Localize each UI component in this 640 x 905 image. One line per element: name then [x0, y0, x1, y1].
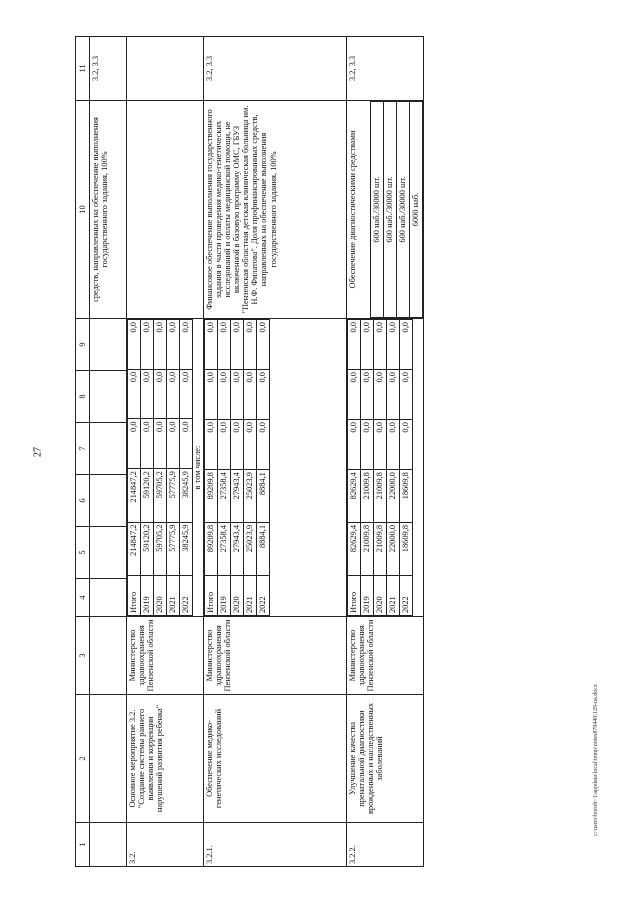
column-number: 6: [76, 475, 90, 527]
value-cell: 0,0: [257, 420, 270, 470]
year-cell: 2022: [257, 575, 270, 615]
row-name: Основное мероприятие 3.2. "Создание системы раннего выявления и коррекции нарушений развития ребенка": [127, 695, 204, 823]
year-cell: Итого: [128, 575, 141, 615]
value-cell: 0,0: [141, 419, 154, 469]
value-cell: 0,0: [205, 370, 218, 420]
row-executor: Министерство здравоохранения Пензенской области: [204, 617, 347, 695]
value-cell: 25023,9: [244, 470, 257, 523]
page-number: 27: [32, 447, 44, 457]
value-cell: 59120,2: [141, 469, 154, 522]
year-values: [347, 319, 424, 617]
year-row: [257, 320, 270, 616]
value-cell: 0,0: [141, 320, 154, 370]
table-row: [127, 37, 204, 867]
value-cell: 59120,2: [141, 522, 154, 575]
row-number: 3.2.1.: [204, 823, 347, 867]
value-cell: 0,0: [361, 420, 374, 470]
value-cell: 0,0: [128, 320, 141, 370]
file-path-footer: c:\users\borolt~1\appdata\local\temp\notes879440\129-na.docx: [593, 684, 599, 836]
value-cell: 0,0: [244, 320, 257, 370]
year-row: [387, 320, 400, 616]
column-number: 2: [76, 695, 90, 823]
value-cell: 0,0: [244, 370, 257, 420]
row-ref: 3.2, 3.3: [204, 37, 347, 101]
value-cell: 82629,4: [348, 470, 361, 523]
value-cell: 0,0: [180, 419, 193, 469]
value-cell: 0,0: [218, 420, 231, 470]
year-cell: 2020: [231, 575, 244, 615]
value-cell: 0,0: [374, 370, 387, 420]
in-that-number-label: в том числе:: [193, 445, 202, 490]
value-cell: 21009,8: [374, 470, 387, 523]
row-number: 3.2.: [127, 823, 204, 867]
column-number: 7: [76, 423, 90, 475]
continuation-row: [90, 37, 127, 867]
value-cell: 0,0: [218, 320, 231, 370]
year-values: [204, 319, 347, 617]
row-result: [347, 101, 424, 319]
row-name: Улучшение качества пренатальной диагностики врожденных и наследственных заболеваний: [347, 695, 424, 823]
year-cell: 2019: [141, 575, 154, 615]
year-cell: 2019: [218, 575, 231, 615]
document-table-sheet: [75, 37, 585, 867]
year-cell: 2021: [167, 575, 180, 615]
value-cell: 0,0: [180, 320, 193, 370]
column-number: 11: [76, 37, 90, 101]
year-row: [205, 320, 218, 616]
row-result: Финансовое обеспечение выполнения государственного задания в части проведения медико-генетических исследований и оплаты медицинской помощи, не включенной в базовую программу ОМС, ГБУЗ "Пензенская областная детская клиническая больница им. Н.Ф. Филатова". Доля профинансированных средств, направленных на обеспечение выполнения государственного задания, 100%: [204, 101, 347, 319]
year-cell: 2020: [154, 575, 167, 615]
result-list-item: 600 наб./30000 шт.: [371, 102, 384, 318]
value-cell: 0,0: [374, 320, 387, 370]
value-cell: 22000,0: [387, 522, 400, 575]
year-cell: Итого: [348, 575, 361, 615]
value-cell: 0,0: [167, 419, 180, 469]
year-row: [180, 320, 193, 616]
value-cell: 0,0: [128, 369, 141, 419]
value-cell: 59705,2: [154, 522, 167, 575]
value-cell: 38245,9: [180, 522, 193, 575]
year-cell: 2022: [400, 575, 413, 615]
column-number: 5: [76, 527, 90, 579]
year-row: [374, 320, 387, 616]
value-cell: 59705,2: [154, 469, 167, 522]
result-list-item: 6000 наб.: [410, 102, 423, 318]
year-row: [128, 320, 141, 616]
value-cell: 0,0: [387, 420, 400, 470]
value-cell: 0,0: [231, 320, 244, 370]
year-row: [167, 320, 180, 616]
column-number: 9: [76, 319, 90, 371]
value-cell: 0,0: [400, 320, 413, 370]
value-cell: 0,0: [400, 420, 413, 470]
row-result: [127, 101, 204, 319]
year-values: [127, 319, 204, 617]
value-cell: 0,0: [154, 369, 167, 419]
value-cell: 0,0: [400, 370, 413, 420]
value-cell: 8884,1: [257, 470, 270, 523]
value-cell: 0,0: [167, 320, 180, 370]
result-list-item: 600 наб./30000 шт.: [384, 102, 397, 318]
year-row: [361, 320, 374, 616]
column-number: 8: [76, 371, 90, 423]
budget-table: [75, 36, 424, 867]
value-cell: 0,0: [348, 320, 361, 370]
value-cell: 27358,4: [218, 522, 231, 575]
value-cell: 0,0: [218, 370, 231, 420]
value-cell: 0,0: [348, 370, 361, 420]
value-cell: 57775,9: [167, 522, 180, 575]
column-number: 1: [76, 823, 90, 867]
value-cell: 18609,8: [400, 470, 413, 523]
row-executor: Министерство здравоохранения Пензенской области: [347, 617, 424, 695]
value-cell: 0,0: [128, 419, 141, 469]
value-cell: 0,0: [257, 370, 270, 420]
row-ref: 3.2, 3.3: [347, 37, 424, 101]
value-cell: 25023,9: [244, 522, 257, 575]
value-cell: 27943,4: [231, 470, 244, 523]
value-cell: 0,0: [167, 369, 180, 419]
value-cell: 0,0: [257, 320, 270, 370]
year-row: [141, 320, 154, 616]
column-number: 3: [76, 617, 90, 695]
year-cell: 2021: [387, 575, 400, 615]
value-cell: 0,0: [361, 370, 374, 420]
value-cell: 21009,8: [361, 522, 374, 575]
value-cell: 0,0: [361, 320, 374, 370]
year-row: [348, 320, 361, 616]
year-cell: 2021: [244, 575, 257, 615]
value-cell: 27943,4: [231, 522, 244, 575]
value-cell: 0,0: [231, 370, 244, 420]
value-cell: 38245,9: [180, 469, 193, 522]
value-cell: 27358,4: [218, 470, 231, 523]
value-cell: 89209,8: [205, 522, 218, 575]
year-row: [218, 320, 231, 616]
year-row: [154, 320, 167, 616]
value-cell: 0,0: [154, 419, 167, 469]
year-cell: 2019: [361, 575, 374, 615]
value-cell: 0,0: [387, 370, 400, 420]
value-cell: 22000,0: [387, 470, 400, 523]
year-row: [400, 320, 413, 616]
value-cell: 0,0: [180, 369, 193, 419]
value-cell: 0,0: [387, 320, 400, 370]
value-cell: 214847,2: [128, 522, 141, 575]
year-cell: 2020: [374, 575, 387, 615]
continuation-ref: 3.2, 3.3: [90, 37, 127, 101]
value-cell: 0,0: [231, 420, 244, 470]
value-cell: 0,0: [141, 369, 154, 419]
value-cell: 0,0: [374, 420, 387, 470]
table-row: [204, 37, 347, 867]
value-cell: 214847,2: [128, 469, 141, 522]
value-cell: 82629,4: [348, 522, 361, 575]
value-cell: 21009,8: [374, 522, 387, 575]
value-cell: 0,0: [205, 420, 218, 470]
year-cell: Итого: [205, 575, 218, 615]
row-ref: [127, 37, 204, 101]
value-cell: 18609,8: [400, 522, 413, 575]
column-number: 10: [76, 101, 90, 319]
row-name: Обеспечение медико-генетических исследований: [204, 695, 347, 823]
value-cell: 8884,1: [257, 522, 270, 575]
value-cell: 57775,9: [167, 469, 180, 522]
value-cell: 0,0: [154, 320, 167, 370]
year-row: [231, 320, 244, 616]
value-cell: 0,0: [244, 420, 257, 470]
row-result-text: Обеспечение диагностическими средствами: [348, 130, 357, 289]
value-cell: 0,0: [348, 420, 361, 470]
row-executor: Министерство здравоохранения Пензенской области: [127, 617, 204, 695]
column-number-row: [76, 37, 90, 867]
row-number: 3.2.2.: [347, 823, 424, 867]
result-list-item: 600 наб./30000 шт.: [397, 102, 410, 318]
column-number: 4: [76, 579, 90, 617]
value-cell: 89209,8: [205, 470, 218, 523]
value-cell: 0,0: [205, 320, 218, 370]
year-cell: 2022: [180, 575, 193, 615]
value-cell: 21009,8: [361, 470, 374, 523]
year-row: [244, 320, 257, 616]
table-row: [347, 37, 424, 867]
continuation-text: средств, направленных на обеспечение выполнения государственного задания, 100%: [90, 101, 127, 319]
